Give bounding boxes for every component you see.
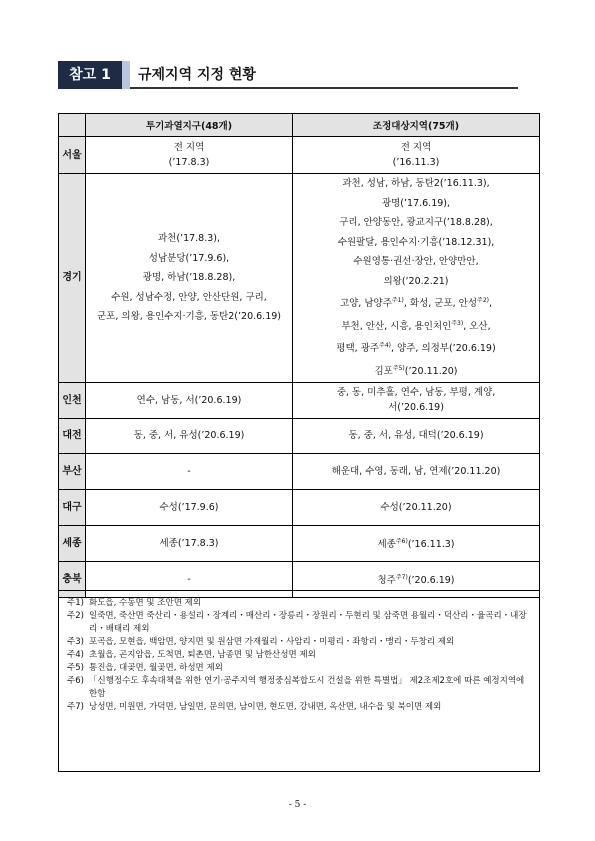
- corner-cell: [59, 114, 86, 137]
- footnote-key: 주4): [67, 650, 84, 660]
- footnote-key: 주7): [67, 702, 84, 712]
- section-title: 규제지역 지정 현황: [138, 67, 256, 83]
- region-label: 부산: [59, 453, 86, 489]
- cell-adjustment: [293, 489, 540, 525]
- footnote: [67, 675, 531, 701]
- footnote: [67, 649, 531, 662]
- cell-text: ,: [489, 298, 493, 310]
- table-row: [59, 382, 540, 418]
- cell-line: [295, 314, 537, 337]
- cell-line: 과천, 성남, 하남, 동탄2(’16.11.3),: [342, 178, 490, 189]
- cell-line: (’17.8.3): [168, 157, 210, 168]
- footnote-ref: 주2): [477, 297, 490, 304]
- section-header: [58, 61, 518, 89]
- cell-line: [295, 291, 537, 314]
- header-underline: [130, 87, 518, 89]
- footnote: [67, 610, 531, 636]
- footnote-ref: 주4): [379, 342, 392, 350]
- cell-adjustment: [293, 174, 540, 383]
- region-label: 대전: [59, 418, 86, 453]
- cell-adjustment: [293, 137, 540, 174]
- cell-text: 세종: [377, 539, 396, 551]
- cell-line: 해운대, 수영, 동래, 남, 연제(’20.11.20): [331, 465, 501, 477]
- footnote-text: 「신행정수도 후속대책을 위한 연기·공주지역 행정중심복합도시 건설을 위한 특별법」 제2조제2호에 따른 예정지역에 한함: [89, 676, 525, 699]
- footnote-ref: 주5): [392, 364, 405, 372]
- cell-adjustment: [293, 382, 540, 418]
- cell-line: 수원팔달, 용인수지·기흥(’18.12.31),: [337, 236, 495, 248]
- cell-speculation: [86, 174, 293, 383]
- footnote-text: 통진읍, 대곶면, 월곶면, 하성면 제외: [89, 663, 223, 673]
- footnote-ref: 주3): [451, 319, 464, 327]
- region-label: 인천: [59, 382, 86, 418]
- cell-text: 평택, 광주: [336, 343, 380, 355]
- cell-line: 수성(’17.9.6): [159, 501, 219, 513]
- cell-line: 성남분당(’17.9.6),: [148, 252, 230, 264]
- cell-adjustment: [293, 418, 540, 453]
- footnote-ref: 주6): [395, 538, 408, 546]
- cell-text: 청주: [377, 575, 396, 587]
- table-row: [59, 453, 540, 489]
- footnote-text: 낭성면, 미원면, 가덕면, 남일면, 문의면, 남이면, 현도면, 강내면, 옥산면, 내수읍 및 북이면 제외: [89, 702, 442, 712]
- cell-line: [295, 336, 537, 359]
- cell-line: 광명(’17.6.19),: [381, 197, 451, 209]
- cell-speculation: [86, 382, 293, 418]
- cell-line: [295, 570, 537, 588]
- footnote-text: 포곡읍, 모현읍, 백암면, 양지면 및 원삼면 가재월리・사암리・미평리・좌항리・맹리・두창리 제외: [89, 637, 455, 647]
- table-row: [59, 137, 540, 174]
- footnote-key: 주1): [67, 598, 84, 608]
- cell-text: (’20.11.20): [404, 366, 458, 378]
- cell-speculation: [86, 489, 293, 525]
- footnote-key: 주6): [67, 676, 84, 686]
- footnote: [67, 636, 531, 649]
- cell-line: 전 지역: [173, 142, 205, 153]
- cell-speculation: [86, 137, 293, 174]
- cell-speculation: [86, 525, 293, 561]
- cell-line: -: [187, 465, 191, 477]
- cell-line: 수원영통·권선·장안, 안양만안,: [353, 256, 479, 267]
- cell-text: , 화성, 군포, 안성: [403, 298, 478, 310]
- footnotes-box: [58, 590, 540, 772]
- cell-text: 부천, 안산, 시흥, 용인처인: [341, 320, 452, 332]
- footnote: [67, 597, 531, 610]
- table-row: [59, 174, 540, 383]
- cell-text: 김포: [374, 366, 393, 378]
- cell-line: 연수, 남동, 서(’20.6.19): [136, 394, 242, 406]
- footnote-text: 화도읍, 수동면 및 조안면 제외: [89, 598, 202, 608]
- table-row: [59, 418, 540, 453]
- table-row: [59, 489, 540, 525]
- col-header-speculation: 투기과열지구(48개): [86, 114, 293, 137]
- footnote-key: 주2): [67, 611, 84, 621]
- footnote-ref: 주1): [391, 297, 404, 304]
- footnote: [67, 662, 531, 675]
- cell-text: (’16.11.3): [407, 539, 455, 551]
- cell-line: 수원, 성남수정, 안양, 안산단원, 구리,: [111, 291, 267, 303]
- cell-adjustment: [293, 453, 540, 489]
- footnote-key: 주5): [67, 663, 84, 673]
- cell-line: 광명, 하남(’18.8.28),: [142, 272, 236, 284]
- header-accent: [122, 61, 130, 89]
- cell-line: 중, 동, 미추홀, 연수, 남동, 부평, 계양,: [336, 387, 496, 399]
- cell-line: [295, 359, 537, 382]
- cell-text: , 양주, 의정부(’20.6.19): [391, 343, 496, 355]
- region-label: 경기: [59, 174, 86, 383]
- cell-line: 동, 중, 서, 유성(’20.6.19): [133, 430, 245, 442]
- section-tag: 참고 1: [58, 61, 122, 89]
- cell-line: (’16.11.3): [392, 157, 440, 168]
- cell-text: , 오산,: [463, 320, 491, 332]
- footnote-ref: 주7): [395, 574, 408, 582]
- footnote-key: 주3): [67, 637, 84, 647]
- region-label: 서울: [59, 137, 86, 174]
- footnote: [67, 701, 531, 714]
- cell-line: [295, 534, 537, 552]
- cell-text: (’20.6.19): [407, 575, 455, 587]
- footnote-text: 일죽면, 죽산면 죽산리・용설리・장계리・매산리・장릉리・장원리・두현리 및 삼죽면 용월리・덕산리・율곡리・내장리・배태리 제외: [89, 611, 527, 634]
- region-label: 충북: [59, 561, 86, 597]
- cell-text: 고양, 남양주: [339, 298, 392, 310]
- region-label: 대구: [59, 489, 86, 525]
- cell-line: -: [187, 573, 191, 585]
- cell-adjustment: [293, 525, 540, 561]
- page-number: - 5 -: [288, 800, 307, 810]
- cell-line: 과천(’17.8.3),: [157, 233, 221, 245]
- table-row: [59, 525, 540, 561]
- cell-speculation: [86, 418, 293, 453]
- cell-line: 수성(’20.11.20): [380, 501, 452, 513]
- cell-line: 군포, 의왕, 용인수지·기흥, 동탄2(’20.6.19): [97, 311, 281, 323]
- regulation-table: [58, 113, 540, 598]
- cell-line: 서(’20.6.19): [388, 402, 444, 414]
- cell-line: 의왕(’20.2.21): [383, 275, 449, 287]
- cell-line: 전 지역: [400, 142, 432, 153]
- cell-line: 동, 중, 서, 유성, 대덕(’20.6.19): [348, 430, 484, 442]
- col-header-adjustment: 조정대상지역(75개): [293, 114, 540, 137]
- table-header-row: [59, 114, 540, 137]
- cell-speculation: [86, 453, 293, 489]
- cell-line: 세종(’17.8.3): [159, 537, 219, 549]
- footnote-text: 초월읍, 곤지암읍, 도척면, 퇴촌면, 남종면 및 남한산성면 제외: [89, 650, 316, 660]
- region-label: 세종: [59, 525, 86, 561]
- cell-line: 구리, 안양동안, 광교지구(’18.8.28),: [339, 217, 493, 228]
